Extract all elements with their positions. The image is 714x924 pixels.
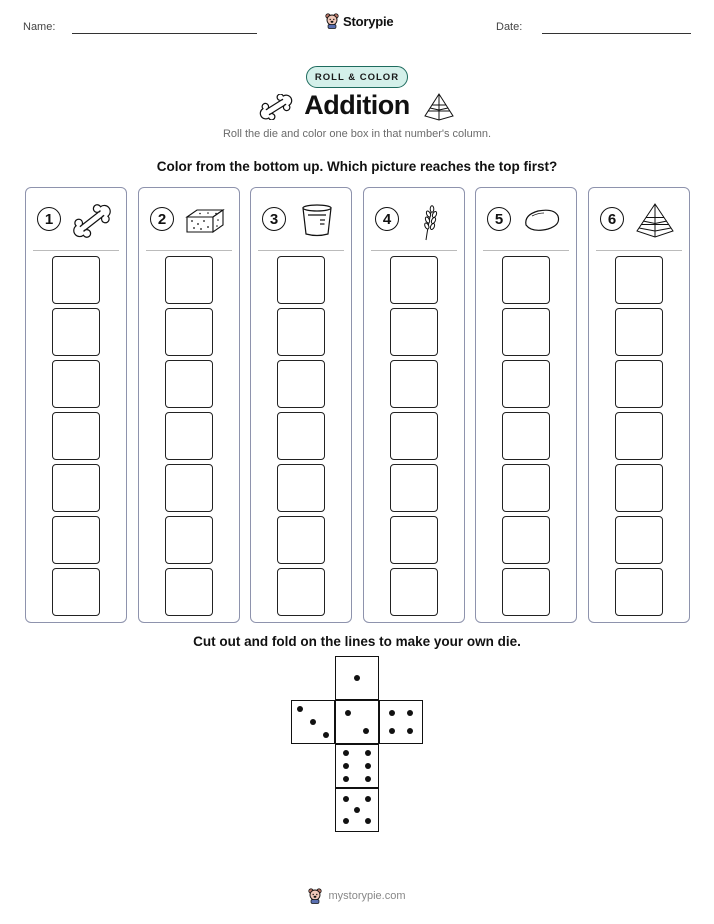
die-pip bbox=[310, 719, 316, 725]
color-box[interactable] bbox=[52, 568, 100, 616]
die-pip bbox=[389, 728, 395, 734]
die-pip bbox=[365, 796, 371, 802]
color-box[interactable] bbox=[277, 568, 325, 616]
color-box[interactable] bbox=[277, 516, 325, 564]
die-face-1 bbox=[335, 656, 379, 700]
column-divider bbox=[33, 250, 119, 251]
column-2 bbox=[138, 187, 240, 623]
die-pip bbox=[407, 710, 413, 716]
name-label: Name: bbox=[23, 21, 56, 33]
column-6 bbox=[588, 187, 690, 623]
sponge-icon bbox=[183, 201, 227, 241]
column-divider bbox=[483, 250, 569, 251]
color-box[interactable] bbox=[502, 360, 550, 408]
die-pip bbox=[343, 763, 349, 769]
bear-mascot-icon bbox=[325, 13, 339, 29]
color-box[interactable] bbox=[277, 412, 325, 460]
die-pip bbox=[363, 728, 369, 734]
color-box[interactable] bbox=[165, 568, 213, 616]
color-box[interactable] bbox=[390, 516, 438, 564]
pyramid-icon bbox=[422, 92, 456, 122]
die-pip bbox=[343, 796, 349, 802]
color-box[interactable] bbox=[615, 360, 663, 408]
die-pip bbox=[345, 710, 351, 716]
color-box[interactable] bbox=[390, 256, 438, 304]
color-box[interactable] bbox=[615, 412, 663, 460]
die-pip bbox=[365, 818, 371, 824]
column-divider bbox=[258, 250, 344, 251]
color-box[interactable] bbox=[52, 360, 100, 408]
color-box[interactable] bbox=[390, 568, 438, 616]
die-pip bbox=[365, 776, 371, 782]
die-pip bbox=[365, 750, 371, 756]
die-pip bbox=[354, 807, 360, 813]
cup-icon bbox=[295, 201, 339, 241]
die-pip bbox=[354, 675, 360, 681]
bone-icon bbox=[70, 201, 114, 241]
color-box[interactable] bbox=[615, 568, 663, 616]
footer bbox=[0, 888, 714, 904]
column-header bbox=[139, 188, 239, 250]
color-box[interactable] bbox=[52, 516, 100, 564]
color-box[interactable] bbox=[277, 360, 325, 408]
column-header bbox=[26, 188, 126, 250]
color-box[interactable] bbox=[165, 256, 213, 304]
instructions-subtitle: Roll the die and color one box in that number's column. bbox=[222, 128, 492, 140]
die-face-3 bbox=[291, 700, 335, 744]
date-line[interactable] bbox=[542, 33, 691, 34]
die-pip bbox=[365, 763, 371, 769]
die-pip bbox=[343, 818, 349, 824]
column-divider bbox=[146, 250, 232, 251]
die-pip bbox=[323, 732, 329, 738]
color-box[interactable] bbox=[502, 412, 550, 460]
die-face-6 bbox=[335, 744, 379, 788]
color-box[interactable] bbox=[277, 464, 325, 512]
die-face-4 bbox=[379, 700, 423, 744]
color-box[interactable] bbox=[390, 360, 438, 408]
brand-name: Storypie bbox=[343, 13, 394, 29]
die-pip bbox=[407, 728, 413, 734]
column-3 bbox=[250, 187, 352, 623]
roll-and-color-badge: ROLL & COLOR bbox=[306, 66, 408, 88]
color-box[interactable] bbox=[615, 256, 663, 304]
name-line[interactable] bbox=[72, 33, 257, 34]
column-number: 5 bbox=[487, 207, 511, 231]
column-number: 1 bbox=[37, 207, 61, 231]
footer-url[interactable]: mystorypie.com bbox=[328, 890, 406, 902]
color-box[interactable] bbox=[165, 360, 213, 408]
die-pip bbox=[343, 776, 349, 782]
wheat-icon bbox=[408, 201, 452, 241]
color-box[interactable] bbox=[502, 256, 550, 304]
column-number: 6 bbox=[600, 207, 624, 231]
color-box[interactable] bbox=[277, 256, 325, 304]
color-box[interactable] bbox=[165, 412, 213, 460]
color-box[interactable] bbox=[615, 516, 663, 564]
color-box[interactable] bbox=[165, 516, 213, 564]
pyramid-icon bbox=[633, 201, 677, 241]
stone-icon bbox=[520, 201, 564, 241]
color-box[interactable] bbox=[52, 256, 100, 304]
color-box[interactable] bbox=[165, 464, 213, 512]
die-pip bbox=[343, 750, 349, 756]
date-label: Date: bbox=[496, 21, 523, 33]
column-header bbox=[476, 188, 576, 250]
color-box[interactable] bbox=[390, 308, 438, 356]
coloring-prompt: Color from the bottom up. Which picture reaches the top first? bbox=[156, 159, 558, 174]
color-box[interactable] bbox=[615, 464, 663, 512]
column-number: 4 bbox=[375, 207, 399, 231]
page-title: Addition bbox=[304, 90, 410, 120]
column-divider bbox=[596, 250, 682, 251]
color-box[interactable] bbox=[277, 308, 325, 356]
column-4 bbox=[363, 187, 465, 623]
color-box[interactable] bbox=[390, 464, 438, 512]
die-face-5 bbox=[335, 788, 379, 832]
column-header bbox=[364, 188, 464, 250]
die-face-2 bbox=[335, 700, 379, 744]
die-pip bbox=[389, 710, 395, 716]
die-pip bbox=[297, 706, 303, 712]
color-box[interactable] bbox=[615, 308, 663, 356]
color-box[interactable] bbox=[52, 464, 100, 512]
color-box[interactable] bbox=[52, 412, 100, 460]
color-box[interactable] bbox=[52, 308, 100, 356]
column-1 bbox=[25, 187, 127, 623]
column-number: 2 bbox=[150, 207, 174, 231]
brand-logo bbox=[325, 13, 393, 29]
column-header bbox=[251, 188, 351, 250]
column-divider bbox=[371, 250, 457, 251]
color-box[interactable] bbox=[165, 308, 213, 356]
color-box[interactable] bbox=[390, 412, 438, 460]
color-box[interactable] bbox=[502, 308, 550, 356]
cut-instruction: Cut out and fold on the lines to make your own die. bbox=[193, 634, 521, 649]
color-box[interactable] bbox=[502, 568, 550, 616]
color-box[interactable] bbox=[502, 516, 550, 564]
column-number: 3 bbox=[262, 207, 286, 231]
column-5 bbox=[475, 187, 577, 623]
column-header bbox=[589, 188, 689, 250]
color-box[interactable] bbox=[502, 464, 550, 512]
bear-mascot-icon bbox=[308, 888, 322, 904]
